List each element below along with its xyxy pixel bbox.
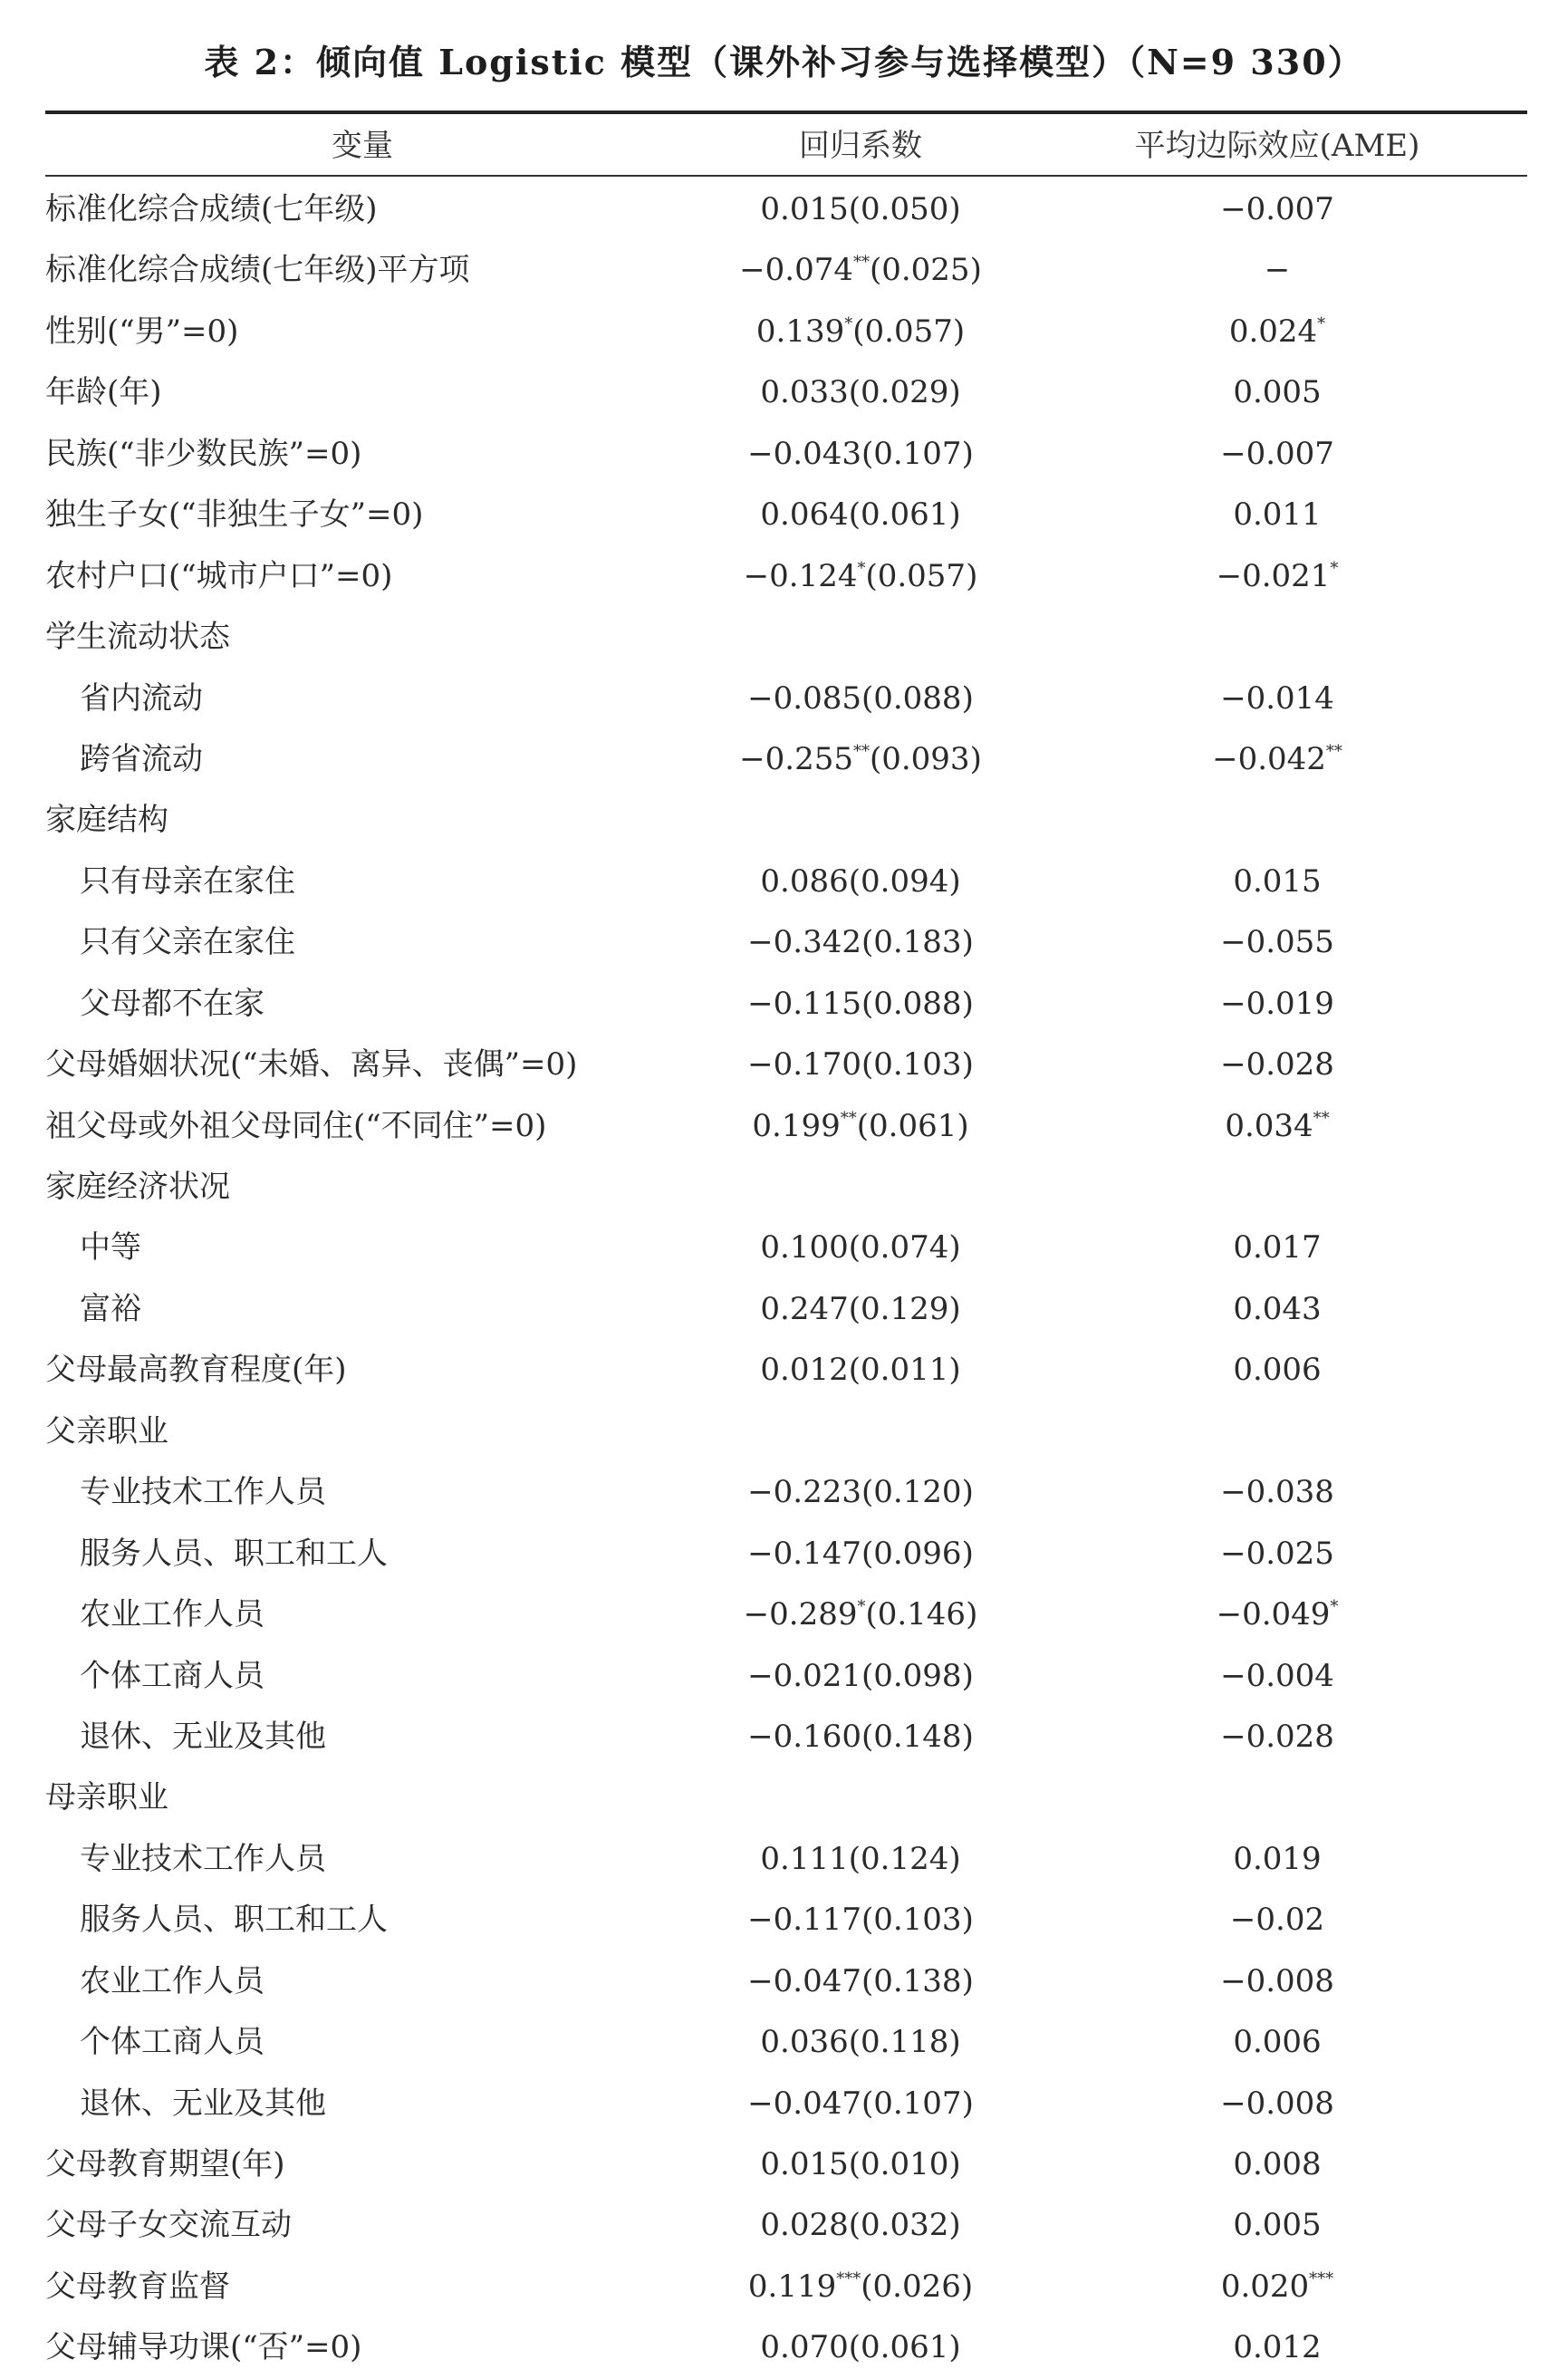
coefficient-estimate: −0.255 — [739, 740, 853, 777]
row-coefficient — [707, 1890, 1015, 1950]
row-ame — [1096, 974, 1458, 1035]
row-coefficient — [707, 1829, 1015, 1890]
row-variable-label: 年龄(年) — [45, 374, 162, 411]
standard-error: (0.096) — [861, 1535, 974, 1572]
table-row — [0, 729, 1568, 790]
row-ame — [1096, 2317, 1458, 2378]
standard-error: (0.129) — [848, 1290, 961, 1327]
table-row — [0, 1707, 1568, 1767]
significance-stars: *** — [836, 2268, 861, 2288]
coefficient-estimate: 0.100 — [760, 1229, 849, 1267]
row-variable-label: 家庭经济状况 — [45, 1169, 230, 1205]
standard-error: (0.061) — [848, 2329, 961, 2366]
coefficient-estimate: 0.111 — [760, 1840, 849, 1877]
coefficient-estimate: −0.124 — [743, 557, 858, 594]
ame-value: −0.038 — [1220, 1474, 1334, 1511]
ame-value: −0.007 — [1220, 191, 1334, 227]
row-variable-label: 农村户口(“城市户口”=0) — [45, 557, 393, 594]
table-row — [0, 2257, 1568, 2317]
header-coefficient: 回归系数 — [799, 128, 922, 164]
ame-value: −0.004 — [1220, 1657, 1334, 1694]
coefficient-estimate: −0.160 — [747, 1718, 861, 1755]
coefficient-estimate: −0.289 — [743, 1596, 858, 1633]
row-variable-label: 标准化综合成绩(七年级) — [45, 191, 378, 227]
standard-error: (0.050) — [848, 191, 961, 227]
row-coefficient — [707, 2257, 1015, 2317]
coefficient-estimate: 0.070 — [760, 2329, 849, 2366]
row-variable-label: 独生子女(“非独生子女”=0) — [45, 496, 424, 534]
table-row — [0, 1157, 1568, 1218]
header-ame: 平均边际效应(AME) — [1134, 128, 1420, 164]
coefficient-estimate: −0.021 — [747, 1657, 861, 1694]
row-variable-label: 父母婚姻状况(“未婚、离异、丧偶”=0) — [45, 1046, 578, 1084]
coefficient-estimate: 0.086 — [760, 862, 849, 900]
table-row — [0, 2012, 1568, 2073]
row-ame — [1096, 1646, 1458, 1707]
coefficient-estimate: −0.170 — [747, 1046, 861, 1084]
standard-error: (0.061) — [848, 496, 961, 534]
row-coefficient — [707, 302, 1015, 362]
ame-value: −0.008 — [1220, 2085, 1334, 2122]
coefficient-estimate: −0.047 — [747, 2085, 861, 2122]
standard-error: (0.088) — [861, 679, 974, 717]
row-variable-label: 学生流动状态 — [45, 619, 230, 656]
row-coefficient — [707, 362, 1015, 423]
table-row — [0, 1646, 1568, 1707]
ame-value: −0.025 — [1220, 1535, 1334, 1572]
standard-error: (0.032) — [848, 2207, 961, 2244]
row-variable-label: 父母子女交流互动 — [45, 2207, 292, 2244]
row-ame — [1096, 1524, 1458, 1584]
row-coefficient — [707, 1707, 1015, 1767]
row-variable-label: 父母最高教育程度(年) — [45, 1352, 347, 1389]
significance-stars: ** — [852, 741, 870, 761]
table-row — [0, 1218, 1568, 1278]
row-variable-label: 父母教育监督 — [45, 2268, 230, 2305]
significance-stars: ** — [1325, 741, 1342, 761]
ame-value: −0.02 — [1229, 1902, 1325, 1939]
standard-error: (0.057) — [852, 313, 966, 350]
table-row — [0, 240, 1568, 301]
row-coefficient — [707, 1401, 1015, 1462]
row-variable-label: 个体工商人员 — [80, 1657, 265, 1694]
row-coefficient — [707, 485, 1015, 545]
coefficient-estimate: −0.115 — [747, 985, 861, 1022]
ame-value: 0.005 — [1233, 374, 1322, 411]
ame-value: −0.055 — [1220, 924, 1334, 961]
row-coefficient — [707, 1767, 1015, 1828]
row-ame — [1096, 1035, 1458, 1095]
ame-value: −0.049 — [1216, 1596, 1331, 1633]
table-row — [0, 2134, 1568, 2195]
row-variable-label: 退休、无业及其他 — [80, 2085, 326, 2122]
coefficient-estimate: 0.015 — [760, 191, 849, 227]
ame-value: 0.005 — [1233, 2207, 1322, 2244]
ame-value: 0.015 — [1233, 862, 1322, 900]
ame-value: −0.028 — [1220, 1718, 1334, 1755]
table-row — [0, 2317, 1568, 2378]
row-variable-label: 标准化综合成绩(七年级)平方项 — [45, 252, 470, 289]
standard-error: (0.183) — [861, 924, 974, 961]
row-coefficient — [707, 1462, 1015, 1523]
row-variable-label: 只有父亲在家住 — [80, 924, 295, 961]
row-ame — [1096, 2257, 1458, 2317]
row-variable-label: 农业工作人员 — [80, 1962, 265, 1999]
row-ame — [1096, 2134, 1458, 2195]
table-row — [0, 790, 1568, 851]
row-coefficient — [707, 1951, 1015, 2012]
row-variable-label: 个体工商人员 — [80, 2024, 265, 2061]
row-coefficient — [707, 852, 1015, 912]
significance-stars: * — [857, 558, 866, 578]
ame-value: −0.042 — [1212, 740, 1326, 777]
row-variable-label: 家庭结构 — [45, 802, 168, 839]
ame-value: − — [1264, 252, 1291, 289]
row-variable-label: 省内流动 — [80, 679, 203, 717]
table-row — [0, 1584, 1568, 1645]
significance-stars: * — [857, 1597, 866, 1617]
row-ame — [1096, 1890, 1458, 1950]
ame-value: −0.019 — [1220, 985, 1334, 1022]
row-ame — [1096, 607, 1458, 668]
coefficient-estimate: 0.064 — [760, 496, 849, 534]
row-ame — [1096, 2012, 1458, 2073]
row-variable-label: 母亲职业 — [45, 1779, 168, 1816]
table-row — [0, 1035, 1568, 1095]
row-ame — [1096, 1157, 1458, 1218]
row-variable-label: 民族(“非少数民族”=0) — [45, 435, 362, 472]
standard-error: (0.029) — [848, 374, 961, 411]
row-coefficient — [707, 1646, 1015, 1707]
row-coefficient — [707, 729, 1015, 790]
standard-error: (0.057) — [865, 557, 978, 594]
ame-value: 0.006 — [1233, 1352, 1322, 1389]
coefficient-estimate: 0.247 — [760, 1290, 849, 1327]
standard-error: (0.146) — [865, 1596, 978, 1633]
significance-stars: ** — [852, 253, 870, 273]
row-ame — [1096, 2195, 1458, 2256]
standard-error: (0.093) — [869, 740, 982, 777]
table-row — [0, 607, 1568, 668]
row-coefficient — [707, 2195, 1015, 2256]
standard-error: (0.120) — [861, 1474, 974, 1511]
table-row — [0, 1767, 1568, 1828]
table-row — [0, 1401, 1568, 1462]
ame-value: 0.020 — [1220, 2268, 1310, 2305]
table-row — [0, 1951, 1568, 2012]
top-rule — [45, 111, 1527, 114]
row-variable-label: 服务人员、职工和工人 — [80, 1902, 388, 1939]
standard-error: (0.010) — [848, 2146, 961, 2182]
significance-stars: *** — [1309, 2268, 1334, 2288]
standard-error: (0.094) — [848, 862, 961, 900]
coefficient-estimate: 0.015 — [760, 2146, 849, 2182]
standard-error: (0.107) — [861, 435, 974, 472]
row-coefficient — [707, 2134, 1015, 2195]
table-row — [0, 546, 1568, 607]
row-variable-label: 性别(“男”=0) — [45, 313, 239, 350]
table-row — [0, 1462, 1568, 1523]
coefficient-estimate: −0.043 — [747, 435, 861, 472]
coefficient-estimate: 0.199 — [752, 1107, 841, 1144]
row-coefficient — [707, 2317, 1015, 2378]
row-ame — [1096, 302, 1458, 362]
table-row — [0, 852, 1568, 912]
standard-error: (0.026) — [861, 2268, 974, 2305]
row-variable-label: 父母辅导功课(“否”=0) — [45, 2329, 362, 2366]
coefficient-estimate: −0.342 — [747, 924, 861, 961]
significance-stars: * — [1330, 1597, 1339, 1617]
row-ame — [1096, 1279, 1458, 1340]
table-row — [0, 2195, 1568, 2256]
table-row — [0, 179, 1568, 240]
ame-value: −0.014 — [1220, 679, 1334, 717]
table-row — [0, 1890, 1568, 1950]
row-ame — [1096, 1462, 1458, 1523]
table-row — [0, 1340, 1568, 1401]
coefficient-estimate: 0.036 — [760, 2024, 849, 2061]
row-ame — [1096, 2074, 1458, 2134]
table-row — [0, 1829, 1568, 1890]
ame-value: −0.028 — [1220, 1046, 1334, 1084]
standard-error: (0.103) — [861, 1902, 974, 1939]
ame-value: 0.024 — [1228, 313, 1318, 350]
row-ame — [1096, 240, 1458, 301]
coefficient-estimate: −0.117 — [747, 1902, 861, 1939]
coefficient-estimate: −0.147 — [747, 1535, 861, 1572]
row-variable-label: 专业技术工作人员 — [80, 1840, 326, 1877]
row-coefficient — [707, 669, 1015, 729]
row-ame — [1096, 179, 1458, 240]
row-coefficient — [707, 1218, 1015, 1278]
table-title: 表 2：倾向值 Logistic 模型（课外补习参与选择模型）（N=9 330） — [204, 42, 1364, 82]
row-variable-label: 富裕 — [80, 1290, 141, 1327]
table-row — [0, 912, 1568, 973]
row-variable-label: 父母教育期望(年) — [45, 2146, 285, 2182]
row-variable-label: 服务人员、职工和工人 — [80, 1535, 388, 1572]
row-variable-label: 只有母亲在家住 — [80, 862, 295, 900]
row-ame — [1096, 1951, 1458, 2012]
table-row — [0, 1096, 1568, 1157]
row-coefficient — [707, 2012, 1015, 2073]
standard-error: (0.118) — [848, 2024, 961, 2061]
header-variable: 变量 — [332, 128, 393, 164]
ame-value: −0.007 — [1220, 435, 1334, 472]
table-row — [0, 485, 1568, 545]
standard-error: (0.025) — [869, 252, 982, 289]
standard-error: (0.148) — [861, 1718, 974, 1755]
coefficient-estimate: 0.033 — [760, 374, 849, 411]
row-coefficient — [707, 1524, 1015, 1584]
row-coefficient — [707, 1035, 1015, 1095]
standard-error: (0.138) — [861, 1962, 974, 1999]
coefficient-estimate: 0.028 — [760, 2207, 849, 2244]
row-variable-label: 跨省流动 — [80, 740, 203, 777]
row-ame — [1096, 546, 1458, 607]
table-row — [0, 362, 1568, 423]
standard-error: (0.074) — [848, 1229, 961, 1267]
standard-error: (0.107) — [861, 2085, 974, 2122]
coefficient-estimate: 0.012 — [760, 1352, 849, 1389]
row-ame — [1096, 485, 1458, 545]
ame-value: 0.008 — [1233, 2146, 1322, 2182]
row-coefficient — [707, 912, 1015, 973]
row-variable-label: 父母都不在家 — [80, 985, 265, 1022]
row-ame — [1096, 669, 1458, 729]
row-coefficient — [707, 546, 1015, 607]
row-ame — [1096, 1707, 1458, 1767]
row-coefficient — [707, 1340, 1015, 1401]
row-coefficient — [707, 179, 1015, 240]
ame-value: 0.006 — [1233, 2024, 1322, 2061]
row-ame — [1096, 729, 1458, 790]
standard-error: (0.124) — [848, 1840, 961, 1877]
coefficient-estimate: 0.139 — [755, 313, 845, 350]
row-variable-label: 专业技术工作人员 — [80, 1474, 326, 1511]
row-ame — [1096, 1096, 1458, 1157]
row-coefficient — [707, 974, 1015, 1035]
row-variable-label: 中等 — [80, 1229, 141, 1267]
row-coefficient — [707, 607, 1015, 668]
significance-stars: * — [1330, 558, 1339, 578]
row-coefficient — [707, 2074, 1015, 2134]
significance-stars: ** — [840, 1108, 857, 1128]
row-variable-label: 祖父母或外祖父母同住(“不同住”=0) — [45, 1107, 547, 1144]
row-coefficient — [707, 1279, 1015, 1340]
row-ame — [1096, 1340, 1458, 1401]
table-row — [0, 1279, 1568, 1340]
row-ame — [1096, 912, 1458, 973]
row-variable-label: 父亲职业 — [45, 1412, 168, 1450]
ame-value: 0.011 — [1233, 496, 1322, 534]
ame-value: 0.017 — [1233, 1229, 1322, 1267]
standard-error: (0.103) — [861, 1046, 974, 1084]
table-row — [0, 302, 1568, 362]
row-ame — [1096, 1767, 1458, 1828]
row-coefficient — [707, 240, 1015, 301]
significance-stars: * — [1317, 313, 1326, 333]
table-row — [0, 2074, 1568, 2134]
row-coefficient — [707, 424, 1015, 485]
table-row — [0, 974, 1568, 1035]
row-ame — [1096, 424, 1458, 485]
coefficient-estimate: −0.223 — [747, 1474, 861, 1511]
coefficient-estimate: 0.119 — [747, 2268, 837, 2305]
ame-value: 0.034 — [1225, 1107, 1313, 1144]
table-row — [0, 1524, 1568, 1584]
row-ame — [1096, 852, 1458, 912]
row-coefficient — [707, 790, 1015, 851]
table-row — [0, 669, 1568, 729]
row-variable-label: 退休、无业及其他 — [80, 1718, 326, 1755]
ame-value: 0.019 — [1233, 1840, 1322, 1877]
ame-value: 0.043 — [1233, 1290, 1322, 1327]
standard-error: (0.088) — [861, 985, 974, 1022]
row-ame — [1096, 1401, 1458, 1462]
row-ame — [1096, 362, 1458, 423]
row-ame — [1096, 1218, 1458, 1278]
ame-value: 0.012 — [1233, 2329, 1322, 2366]
ame-value: −0.008 — [1220, 1962, 1334, 1999]
row-ame — [1096, 790, 1458, 851]
coefficient-estimate: −0.074 — [739, 252, 853, 289]
standard-error: (0.061) — [856, 1107, 969, 1144]
table-body — [0, 179, 1568, 2379]
row-coefficient — [707, 1096, 1015, 1157]
standard-error: (0.011) — [848, 1352, 961, 1389]
header-rule — [45, 175, 1527, 177]
table-row — [0, 424, 1568, 485]
coefficient-estimate: −0.047 — [747, 1962, 861, 1999]
row-variable-label: 农业工作人员 — [80, 1596, 265, 1633]
row-coefficient — [707, 1157, 1015, 1218]
row-coefficient — [707, 1584, 1015, 1645]
ame-value: −0.021 — [1216, 557, 1331, 594]
significance-stars: * — [844, 313, 853, 333]
significance-stars: ** — [1313, 1108, 1330, 1128]
coefficient-estimate: −0.085 — [747, 679, 861, 717]
standard-error: (0.098) — [861, 1657, 974, 1694]
row-ame — [1096, 1584, 1458, 1645]
row-ame — [1096, 1829, 1458, 1890]
